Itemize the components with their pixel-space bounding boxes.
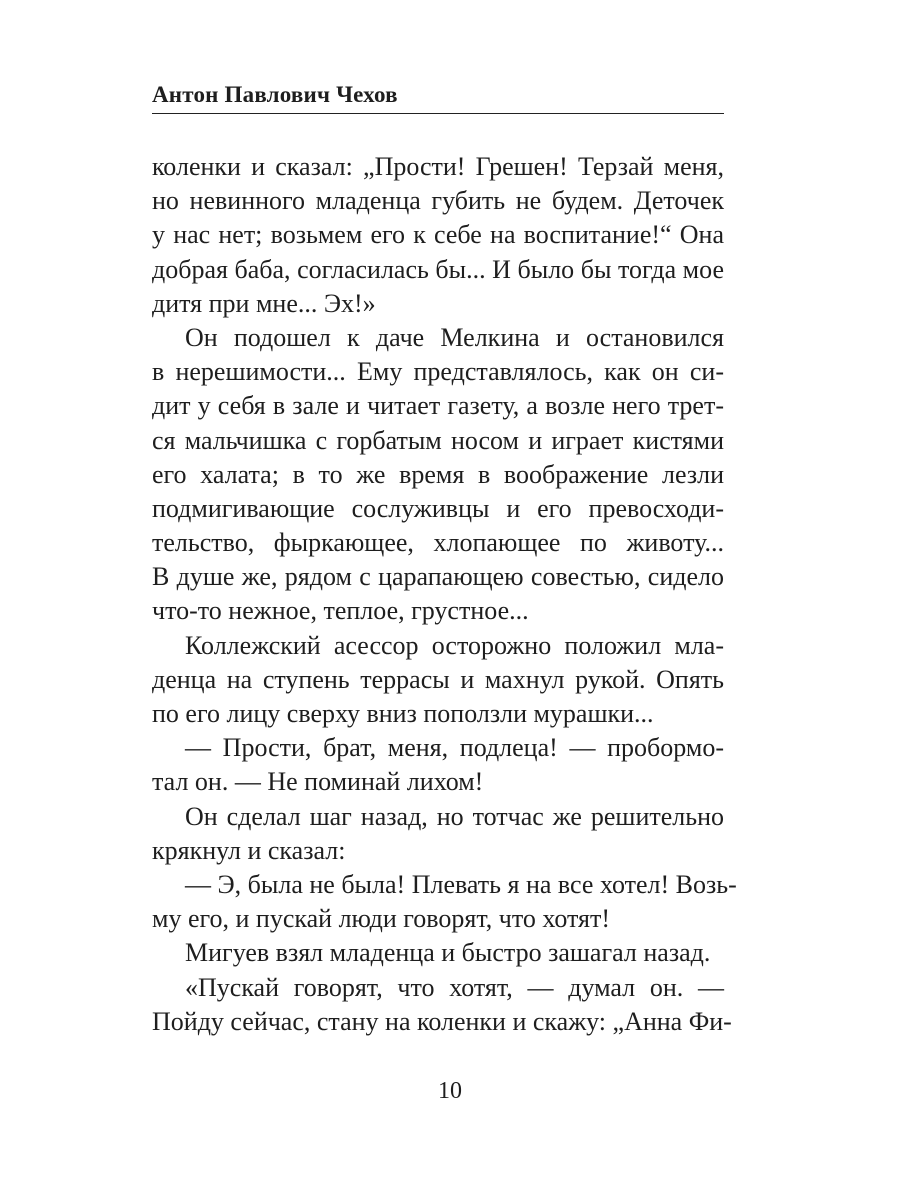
text-line: му его, и пускай люди говорят, что хотят! xyxy=(152,904,611,934)
text-line: добрая баба, согласилась бы... И было бы тогда мое xyxy=(152,254,724,284)
text-line: тал он. — Не поминай лихом! xyxy=(152,767,484,797)
text-line: денца на ступень террасы и махнул рукой. Опять xyxy=(152,664,724,694)
text-line: дит у себя в зале и читает газету, а возле него трет- xyxy=(152,391,724,421)
running-header xyxy=(152,80,724,114)
text-line: В душе же, рядом с царапающею совестью, сидело xyxy=(152,562,724,592)
text-line: по его лицу сверху вниз поползли мурашки... xyxy=(152,699,654,728)
text-line: коленки и сказал: „Прости! Грешен! Терзай меня, xyxy=(152,152,724,181)
text-line: ся мальчишка с горбатым носом и играет кистями xyxy=(152,425,724,455)
text-line: в нерешимости... Ему представлялось, как он си- xyxy=(152,357,724,387)
text-line: подмигивающие сослуживцы и его превосходи- xyxy=(152,493,724,523)
text-line: Он сделал шаг назад, но тотчас же решительно xyxy=(185,801,724,831)
text-line: но невинного младенца губить не будем. Деточек xyxy=(152,186,724,216)
text-line: Он подошел к даче Мелкина и остановился xyxy=(185,322,724,352)
text-line: его халата; в то же время в воображение лезли xyxy=(152,459,724,489)
text-line: Мигуев взял младенца и быстро зашагал назад. xyxy=(185,938,711,968)
text-line: Пойду сейчас, стану на коленки и скажу: „Анна Фи- xyxy=(152,1006,732,1036)
page-number: 10 xyxy=(438,1078,462,1104)
text-line: «Пускай говорят, что хотят, — думал он. — xyxy=(185,972,724,1002)
text-line: — Прости, брат, меня, подлеца! — пробормо- xyxy=(185,733,724,763)
text-line: крякнул и сказал: xyxy=(152,835,346,865)
running-header-author: Антон Павлович Чехов xyxy=(152,82,398,107)
text-line: дитя при мне... Эх!» xyxy=(152,288,376,318)
text-line: у нас нет; возьмем его к себе на воспитание!“ Она xyxy=(152,220,724,250)
text-line: тельство, фыркающее, хлопающее по животу... xyxy=(152,528,724,558)
text-line: что-то нежное, теплое, грустное... xyxy=(152,596,529,626)
body-text xyxy=(152,150,737,1039)
text-line: — Э, была не была! Плевать я на все хотел! Возь- xyxy=(185,869,737,899)
text-line: Коллежский асессор осторожно положил мла- xyxy=(185,630,724,660)
